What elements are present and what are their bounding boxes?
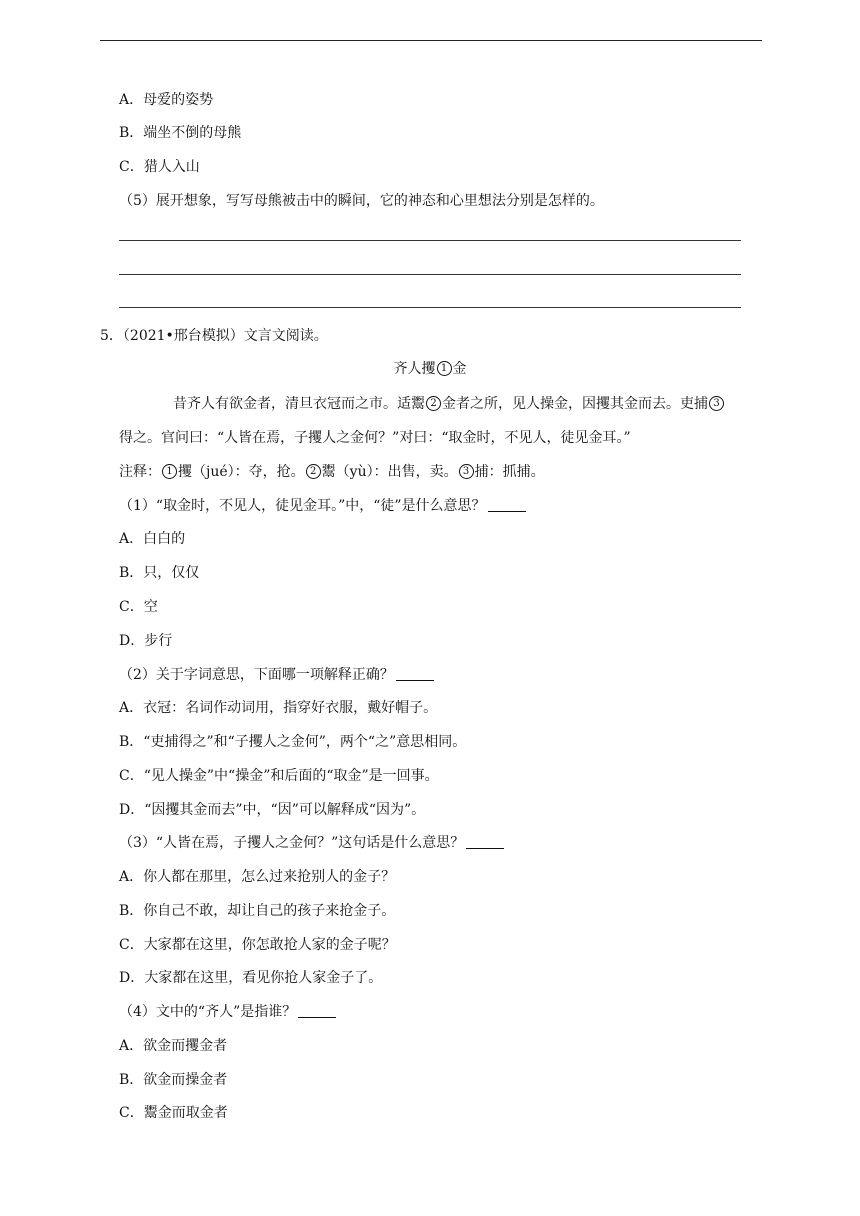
option-b: B．你自己不敢，却让自己的孩子来抢金子。 bbox=[119, 903, 396, 919]
option-d: D．大家都在这里，看见你抢人家金子了。 bbox=[119, 970, 383, 986]
question-header: 5．（2021•邢台模拟）文言文阅读。 bbox=[100, 328, 328, 344]
option-c: C．猎人入山 bbox=[119, 159, 200, 175]
answer-blank[interactable] bbox=[466, 836, 504, 849]
annotation: 注释： 1 攫（jué）：夺，抢。 2 鬻（yù）：出售，卖。 3 捕：抓捕。 bbox=[119, 464, 545, 480]
footnote-marker: 1 bbox=[437, 361, 452, 376]
sub-question-4: （4）文中的“齐人”是指谁？ bbox=[119, 1003, 336, 1021]
option-c: C．“见人操金”中“操金”和后面的“取金”是一回事。 bbox=[119, 768, 439, 784]
footnote-marker: 3 bbox=[459, 464, 474, 479]
sub-question-2: （2）关于字词意思，下面哪一项解释正确？ bbox=[119, 666, 434, 684]
option-d: D．步行 bbox=[119, 633, 173, 649]
answer-line[interactable] bbox=[119, 240, 741, 241]
sub-question-1: （1）“取金时，不见人，徒见金耳。”中，“徒”是什么意思？ bbox=[119, 497, 526, 515]
option-d: D．“因攫其金而去”中，“因”可以解释成“因为”。 bbox=[119, 802, 426, 818]
passage-line-1: 昔齐人有欲金者，清旦衣冠而之市。适鬻 2 金者之所，见人操金，因攫其金而去。吏捕 3 bbox=[173, 395, 725, 413]
option-b: B．端坐不倒的母熊 bbox=[119, 125, 242, 141]
option-b: B．“吏捕得之”和“子攫人之金何”，两个“之”意思相同。 bbox=[119, 734, 467, 750]
option-a: A．欲金而攫金者 bbox=[119, 1038, 228, 1054]
answer-line[interactable] bbox=[119, 274, 741, 275]
answer-blank[interactable] bbox=[488, 499, 526, 512]
option-c: C．鬻金而取金者 bbox=[119, 1105, 228, 1121]
answer-blank[interactable] bbox=[298, 1005, 336, 1018]
footnote-marker: 2 bbox=[306, 464, 321, 479]
sub-question-5: （5）展开想象，写写母熊被击中的瞬间，它的神态和心里想法分别是怎样的。 bbox=[119, 193, 604, 209]
header-rule bbox=[100, 40, 762, 41]
option-a: A．你人都在那里，怎么过来抢别人的金子？ bbox=[119, 869, 396, 885]
footnote-marker: 1 bbox=[162, 464, 177, 479]
footnote-marker: 3 bbox=[709, 396, 724, 411]
option-b: B．只，仅仅 bbox=[119, 565, 200, 581]
answer-blank[interactable] bbox=[396, 668, 434, 681]
option-a: A．衣冠：名词作动词用，指穿好衣服，戴好帽子。 bbox=[119, 700, 438, 716]
option-c: C．大家都在这里，你怎敢抢人家的金子呢？ bbox=[119, 937, 396, 953]
answer-line[interactable] bbox=[119, 307, 741, 308]
sub-question-3: （3）“人皆在焉，子攫人之金何？”这句话是什么意思？ bbox=[119, 834, 504, 852]
option-c: C．空 bbox=[119, 599, 158, 615]
option-a: A．白白的 bbox=[119, 531, 186, 547]
option-a: A．母爱的姿势 bbox=[119, 92, 214, 108]
footnote-marker: 2 bbox=[426, 396, 441, 411]
passage-title: 齐人攫 1 金 bbox=[393, 361, 467, 377]
passage-line-2: 得之。官问曰：“人皆在焉，子攫人之金何？”对曰：“取金时，不见人，徒见金耳。” bbox=[119, 430, 631, 446]
option-b: B．欲金而操金者 bbox=[119, 1072, 228, 1088]
